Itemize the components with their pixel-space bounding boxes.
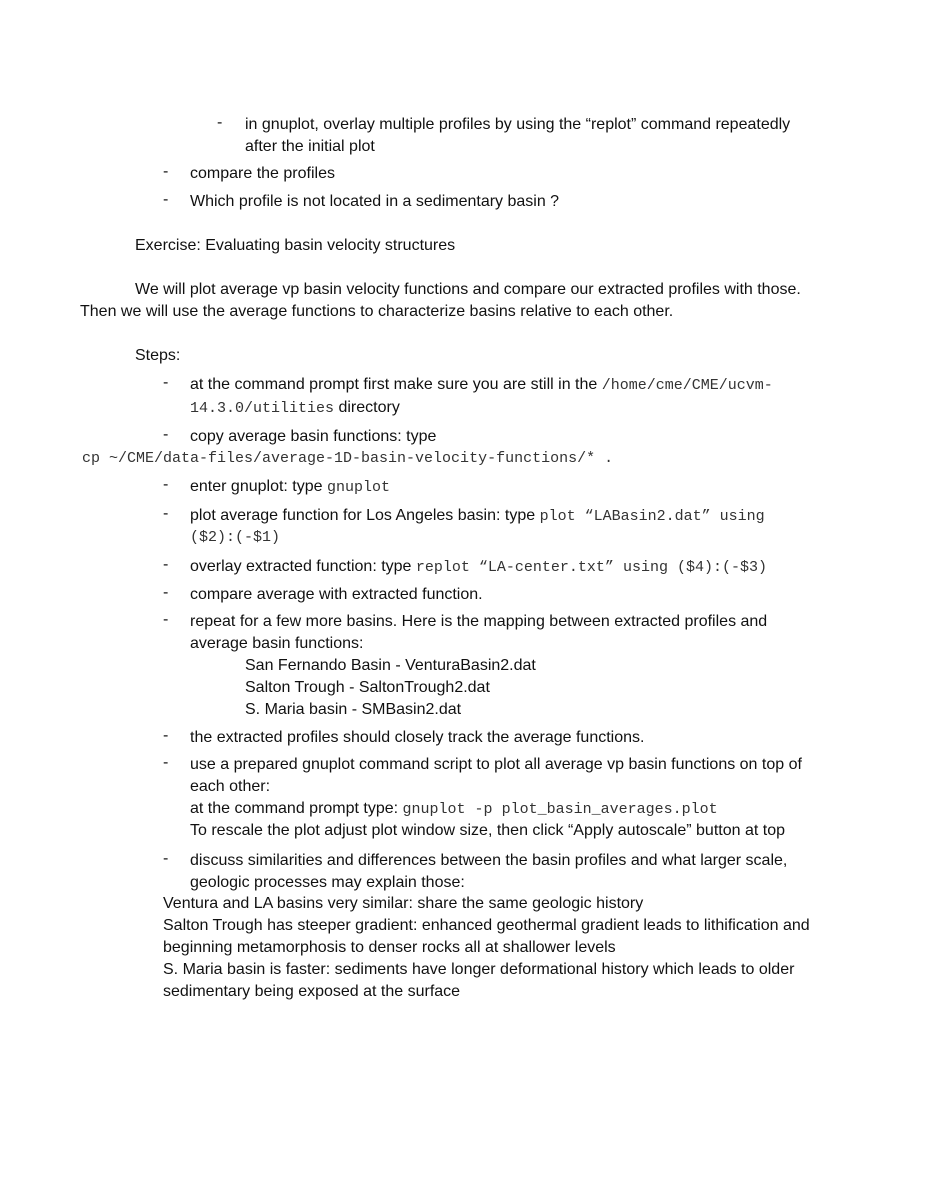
conclusion-line: S. Maria basin is faster: sediments have longer deformational history which leads to older xyxy=(163,961,795,978)
bullet-dash: - xyxy=(217,114,223,131)
plot-command-code: plot “LABasin2.dat” using xyxy=(539,508,765,525)
step-10-line-1: discuss similarities and differences between the basin profiles and what larger scale, xyxy=(190,852,788,869)
intro-line-2: Then we will use the average functions to characterize basins relative to each other. xyxy=(80,303,674,320)
mapping-item: S. Maria basin - SMBasin2.dat xyxy=(245,701,462,718)
bullet-dash: - xyxy=(163,476,169,493)
directory-path-code: /home/cme/CME/ucvm- xyxy=(601,377,773,394)
step-2-text: copy average basin functions: type xyxy=(190,428,437,445)
copy-command-code: cp ~/CME/data-files/average-1D-basin-velocity-functions/* . xyxy=(82,450,614,467)
gnuplot-command-code: gnuplot xyxy=(326,479,390,496)
step-8-text: the extracted profiles should closely track the average functions. xyxy=(190,729,645,746)
sub-bullet-line-1: in gnuplot, overlay multiple profiles by using the “replot” command repeatedly xyxy=(245,116,791,133)
sub-bullet-line-2: after the initial plot xyxy=(245,138,375,155)
step-9-rescale: To rescale the plot adjust plot window size, then click “Apply autoscale” button at top xyxy=(190,822,785,839)
step-3-line: enter gnuplot: type gnuplot xyxy=(190,478,390,496)
conclusion-line: Salton Trough has steeper gradient: enhanced geothermal gradient leads to lithification and xyxy=(163,917,810,934)
bullet-dash: - xyxy=(163,374,169,391)
step-4-line-1: plot average function for Los Angeles basin: type plot “LABasin2.dat” using xyxy=(190,507,765,525)
replot-command-code: replot “LA-center.txt” using ($4):(-$3) xyxy=(415,559,767,576)
mapping-item: San Fernando Basin - VenturaBasin2.dat xyxy=(245,657,536,674)
intro-line-1: We will plot average vp basin velocity functions and compare our extracted profiles with those. xyxy=(135,281,801,298)
conclusion-line: sedimentary being exposed at the surface xyxy=(163,983,461,1000)
bullet-dash: - xyxy=(163,611,169,628)
step-7-line-2: average basin functions: xyxy=(190,635,364,652)
step-10-line-2: geologic processes may explain those: xyxy=(190,874,465,891)
step-1-line-1: at the command prompt first make sure you are still in the /home/cme/CME/ucvm- xyxy=(190,376,773,394)
step-9-prompt-line: at the command prompt type: gnuplot -p plot_basin_averages.plot xyxy=(190,800,718,818)
plot-command-code-cont: ($2):(-$1) xyxy=(190,529,281,546)
bullet-dash: - xyxy=(163,754,169,771)
directory-path-code-cont: 14.3.0/utilities xyxy=(190,400,335,417)
step-1-line-2: 14.3.0/utilities directory xyxy=(190,399,400,417)
bullet-which-profile: Which profile is not located in a sedimentary basin ? xyxy=(190,193,560,210)
bullet-dash: - xyxy=(163,163,169,180)
gnuplot-script-command-code: gnuplot -p plot_basin_averages.plot xyxy=(402,801,718,818)
conclusion-line: beginning metamorphosis to denser rocks all at shallower levels xyxy=(163,939,616,956)
bullet-dash: - xyxy=(163,556,169,573)
bullet-dash: - xyxy=(163,584,169,601)
mapping-item: Salton Trough - SaltonTrough2.dat xyxy=(245,679,490,696)
step-9-line-2: each other: xyxy=(190,778,271,795)
step-6-text: compare average with extracted function. xyxy=(190,586,483,603)
bullet-dash: - xyxy=(163,191,169,208)
step-7-line-1: repeat for a few more basins. Here is the mapping between extracted profiles and xyxy=(190,613,768,630)
bullet-dash: - xyxy=(163,426,169,443)
step-5-line: overlay extracted function: type replot “LA-center.txt” using ($4):(-$3) xyxy=(190,558,767,576)
exercise-heading: Exercise: Evaluating basin velocity structures xyxy=(135,237,456,254)
bullet-dash: - xyxy=(163,505,169,522)
bullet-compare-profiles: compare the profiles xyxy=(190,165,335,182)
steps-label: Steps: xyxy=(135,347,181,364)
conclusion-line: Ventura and LA basins very similar: share the same geologic history xyxy=(163,895,644,912)
step-9-line-1: use a prepared gnuplot command script to plot all average vp basin functions on top of xyxy=(190,756,802,773)
bullet-dash: - xyxy=(163,727,169,744)
bullet-dash: - xyxy=(163,850,169,867)
